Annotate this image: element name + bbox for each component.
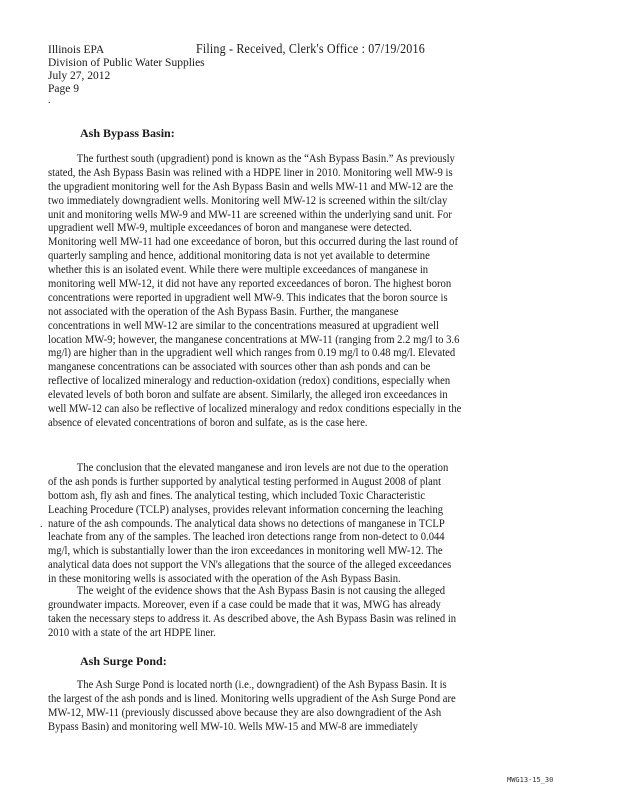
text-line: Leaching Procedure (TCLP) analyses, provides relevant information concerning the leaching bbox=[48, 501, 444, 516]
text-line: The furthest south (upgradient) pond is known as the “Ash Bypass Basin.” As previously bbox=[76, 151, 455, 165]
text-line: bottom ash, fly ash and fines. The analytical testing, which included Toxic Characteristic bbox=[48, 487, 426, 502]
text-line: unit and monitoring wells MW-9 and MW-11 are screened within the underlying sand unit. For bbox=[48, 206, 452, 221]
text-line: quarterly sampling and hence, additional monitoring data is not yet available to determine bbox=[48, 248, 430, 263]
text-line: leachate from any of the samples. The leached iron detections range from non-detect to 0.044 bbox=[48, 529, 445, 544]
text-line: analytical data does not support the VN's allegations that the source of the alleged exceedances bbox=[48, 557, 452, 572]
paragraph-ash-bypass-1 bbox=[48, 152, 616, 430]
text-line: upgradient well MW-9, multiple exceedances of boron and manganese were detected. bbox=[48, 220, 412, 235]
text-line: elevated levels of both boron and sulfate are absent. Similarly, the alleged iron exceedances in bbox=[48, 387, 448, 402]
paragraph-ash-surge-1 bbox=[48, 678, 616, 734]
text-line: manganese concentrations can be associated with sources other than ash ponds and can be bbox=[48, 359, 431, 374]
text-line: two immediately downgradient wells. Monitoring well MW-12 is screened within the silt/clay bbox=[48, 192, 448, 207]
text-line: stated, the Ash Bypass Basin was relined with a HDPE liner in 2010. Monitoring well MW-9 is bbox=[48, 164, 453, 179]
text-line: whether this is an isolated event. While there were multiple exceedances of manganese in bbox=[48, 262, 429, 277]
filing-stamp: Filing - Received, Clerk's Office : 07/19/2016 bbox=[196, 42, 425, 57]
paragraph-ash-bypass-3 bbox=[48, 584, 616, 640]
text-line: concentrations were reported in upgradient well MW-9. This indicates that the boron source is bbox=[48, 289, 448, 304]
bates-number: MWG13-15_30 bbox=[507, 776, 554, 784]
text-line: the largest of the ash ponds and is lined. Monitoring wells upgradient of the Ash Surge Pond are bbox=[48, 690, 456, 705]
paragraph-ash-bypass-2 bbox=[48, 461, 616, 586]
text-line: The conclusion that the elevated manganese and iron levels are not due to the operation bbox=[76, 460, 449, 474]
stray-mark: . bbox=[40, 519, 43, 530]
text-line: The weight of the evidence shows that the Ash Bypass Basin is not causing the alleged bbox=[76, 583, 446, 597]
text-line: taken the necessary steps to address it. As described above, the Ash Bypass Basin was relined in bbox=[48, 610, 457, 625]
text-line: well MW-12 can also be reflective of localized mineralogy and redox conditions especially in the bbox=[48, 401, 462, 416]
text-line: mg/l, which is substantially lower than the iron exceedances in monitoring well MW-12. The bbox=[48, 543, 443, 558]
text-line: 2010 with a state of the art HDPE liner. bbox=[48, 624, 216, 639]
text-line: concentrations in well MW-12 are similar to the concentrations measured at upgradient well bbox=[48, 317, 439, 332]
text-line: Bypass Basin) and monitoring well MW-10. Wells MW-15 and MW-8 are immediately bbox=[48, 718, 418, 733]
text-line: MW-12, MW-11 (previously discussed above because they are also downgradient of the Ash bbox=[48, 704, 442, 719]
text-line: reflective of localized mineralogy and reduction-oxidation (redox) conditions, especially when bbox=[48, 373, 451, 388]
text-line: groundwater impacts. Moreover, even if a case could be made that it was, MWG has already bbox=[48, 596, 441, 611]
text-line: mg/l) are higher than in the upgradient well which ranges from 0.19 mg/l to 0.48 mg/l. Elevated bbox=[48, 345, 456, 360]
stray-mark: . bbox=[48, 95, 51, 106]
text-line: The Ash Surge Pond is located north (i.e., downgradient) of the Ash Bypass Basin. It is bbox=[76, 677, 447, 691]
text-line: the upgradient monitoring well for the Ash Bypass Basin and wells MW-11 and MW-12 are the bbox=[48, 178, 454, 193]
section-heading-ash-bypass: Ash Bypass Basin: bbox=[80, 126, 175, 140]
text-line: monitoring well MW-12, it did not have any reported exceedances of boron. The highest boron bbox=[48, 276, 452, 291]
page-number: Page 9 bbox=[48, 83, 79, 95]
text-line: of the ash ponds is further supported by analytical testing performed in August 2008 of plant bbox=[48, 473, 442, 488]
text-line: nature of the ash compounds. The analytical data shows no detections of manganese in TCLP bbox=[48, 515, 445, 530]
text-line: Monitoring well MW-11 had one exceedance of boron, but this occurred during the last round of bbox=[48, 234, 459, 249]
letterhead-division: Division of Public Water Supplies bbox=[48, 57, 205, 69]
text-line: in these monitoring wells is associated with the operation of the Ash Bypass Basin. bbox=[48, 571, 401, 586]
letterhead-date: July 27, 2012 bbox=[48, 70, 111, 82]
text-line: location MW-9; however, the manganese concentrations at MW-11 (ranging from 2.2 mg/l to 3.6 bbox=[48, 331, 460, 346]
text-line: not associated with the operation of the Ash Bypass Basin. Further, the manganese bbox=[48, 303, 399, 318]
section-heading-ash-surge: Ash Surge Pond: bbox=[80, 654, 167, 668]
text-line: absence of elevated concentrations of boron and sulfate, as is the case here. bbox=[48, 414, 368, 429]
letterhead-agency: Illinois EPA bbox=[48, 44, 105, 56]
